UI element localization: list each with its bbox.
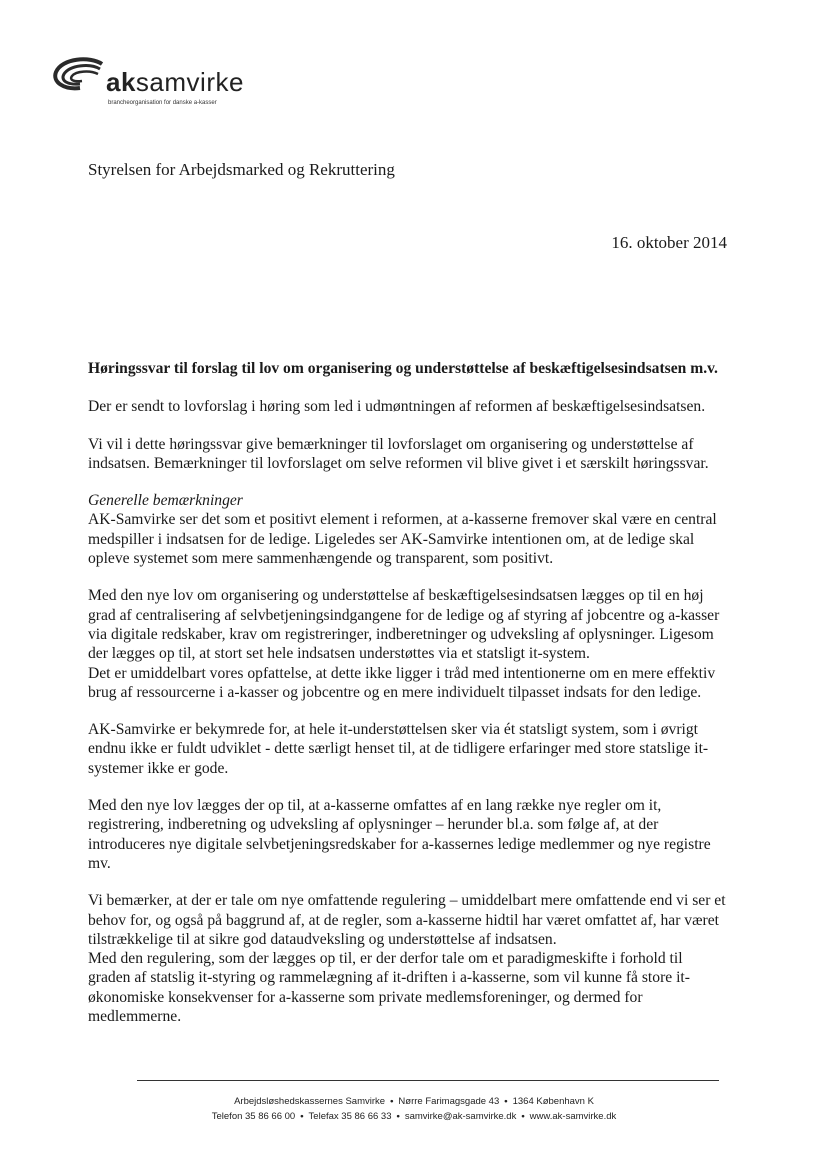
body-paragraph: Med den regulering, som der lægges op til, er der derfor tale om et paradigmeskifte i forhold til graden af statslig it-styring og rammelægning af it-driften i a-kasserne, som vil kunne få store it-økonomiske konsekvenser for a-kasserne som private medlemsforeninger, og dermed for medlemmerne. <box>88 950 690 1026</box>
bullet-icon: • <box>396 1111 400 1122</box>
bullet-icon: • <box>521 1111 525 1122</box>
footer-fax: Telefax 35 86 66 33 <box>308 1111 392 1122</box>
letter-body <box>88 359 728 1044</box>
recipient: Styrelsen for Arbejdsmarked og Rekruttering <box>88 160 395 179</box>
body-paragraph: AK-Samvirke er bekymrede for, at hele it-understøttelsen sker via ét statsligt system, som i øvrigt endnu ikke er fuldt udviklet - dette særligt henset til, at de tidligere erfaringer med store statslige it-systemer ikke er gode. <box>88 721 709 777</box>
footer <box>100 1094 728 1124</box>
bullet-icon: • <box>390 1096 394 1107</box>
footer-email: samvirke@ak-samvirke.dk <box>404 1111 517 1122</box>
bullet-icon: • <box>300 1111 304 1122</box>
footer-line-contact <box>100 1109 728 1124</box>
footer-divider <box>137 1080 719 1081</box>
footer-phone: Telefon 35 86 66 00 <box>211 1111 296 1122</box>
swoosh-icon <box>50 56 110 100</box>
footer-street: Nørre Farimagsgade 43 <box>398 1096 500 1107</box>
body-paragraph: AK-Samvirke ser det som et positivt element i reformen, at a-kasserne fremover skal være en central medspiller i indsatsen for de ledige. Ligeledes ser AK-Samvirke intentionen om, at de ledige skal opleve systemet som mere sammenhængende og transparent, som positivt. <box>88 511 717 568</box>
logo-wordmark-rest: samvirke <box>135 67 244 97</box>
bullet-icon: • <box>504 1096 508 1107</box>
letter-date: 16. oktober 2014 <box>611 233 727 252</box>
ak-samvirke-logo <box>50 56 290 112</box>
logo-wordmark-bold: ak <box>106 67 136 97</box>
body-paragraph: Vi bemærker, at der er tale om nye omfattende regulering – umiddelbart mere omfattende end vi ser et behov for, og også på baggrund af, at de regler, som a-kasserne hidtil har været omfattet af, har været tilstrækkelige til at sikre god dataudveksling og understøttelse af indsatsen. <box>88 892 726 948</box>
footer-org: Arbejdsløshedskassernes Samvirke <box>234 1096 386 1107</box>
logo-wordmark <box>106 68 244 96</box>
section-heading: Generelle bemærkninger <box>88 492 243 510</box>
footer-city: 1364 København K <box>512 1096 594 1107</box>
letter-heading: Høringssvar til forslag til lov om organisering og understøttelse af beskæftigelsesindsatsen m.v. <box>88 360 718 377</box>
logo-tagline: brancheorganisation for danske a-kasser <box>108 100 217 106</box>
body-paragraph: Med den nye lov om organisering og understøttelse af beskæftigelsesindsatsen lægges op til en høj grad af centralisering af selvbetjeningsindgangene for de ledige og af styring af jobcentre og a-kasser via digitale redskaber, krav om registreringer, indberetninger og udveksling af oplysninger. Ligesom der lægges op til, at stort set hele indsatsen understøttes via et statsligt it-system. <box>88 587 720 663</box>
footer-line-address <box>100 1094 728 1109</box>
body-paragraph: Vi vil i dette høringssvar give bemærkninger til lovforslaget om organisering og understøttelse af indsatsen. Bemærkninger til lovforslaget om selve reformen vil blive givet i et særskilt høringssvar. <box>88 435 709 472</box>
body-paragraph: Der er sendt to lovforslag i høring som led i udmøntningen af reformen af beskæftigelsesindsatsen. <box>88 398 706 416</box>
body-paragraph: Det er umiddelbart vores opfattelse, at dette ikke ligger i tråd med intentionerne om en mere effektiv brug af ressourcerne i a-kasser og jobcentre og en mere individuelt tilpasset indsats for den ledige. <box>88 664 716 701</box>
body-paragraph: Med den nye lov lægges der op til, at a-kasserne omfattes af en lang række nye regler om it, registrering, indberetning og udveksling af oplysninger – herunder bl.a. som følge af, at der introduceres nye digitale selvbetjeningsredskaber for a-kassernes ledige medlemmer og nye registre mv. <box>88 797 711 872</box>
footer-website: www.ak-samvirke.dk <box>529 1111 617 1122</box>
